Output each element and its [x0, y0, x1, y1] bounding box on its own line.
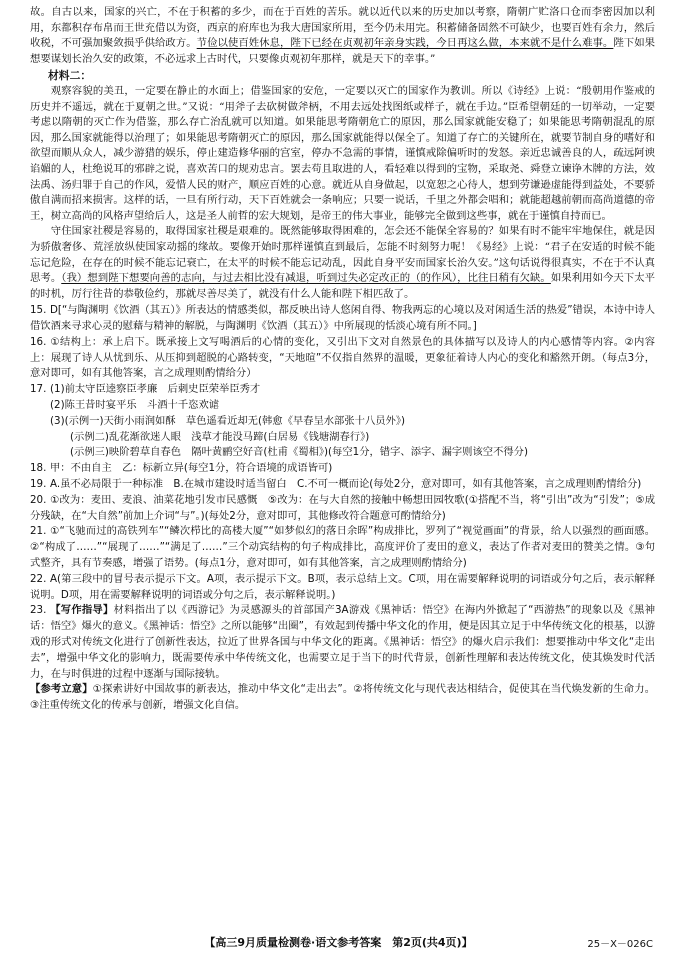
footer-code: 25－X－026C — [587, 939, 653, 950]
question-number: 21. — [30, 525, 47, 538]
answer-17 — [30, 382, 655, 461]
answer-18 — [30, 461, 655, 477]
question-number: 18. — [30, 462, 47, 475]
answer-text: (1)前太守臣逵察臣孝廉 后刺史臣荣举臣秀才 — [50, 383, 261, 396]
passage-text: 守住国家社稷是容易的，取得国家社稷是艰难的。既然能够取得困难的，怎会还不能保全容易的？如果有时不能牢牢地保住，就是因为骄傲奢侈、荒淫放纵使国家动摇的缘故。要像开始时那样谨慎直到最后，怎能不时刻努力呢！《易经》上说：“君子在安适的时候不能忘记危险，在存在的时候不能忘记衰亡，在太平的时候不能忘记动乱，因此自身平安而国家长治久安。”这句话说得很真实，不在于不认真思考。 — [30, 225, 655, 285]
question-number: 23. — [30, 604, 47, 617]
underlined-sentence: 节俭以使百姓休息，陛下已经在贞观初年亲身实践，今日再这么做，本来就不是什么难事。 — [196, 37, 614, 50]
answer-text: A.虽不必局限于一种标准 B.在城市建设时适当留白 C.不可一概而论(每处2分，意对即可，如有其他答案，言之成理则酌情给分) — [50, 478, 642, 491]
answer-15 — [30, 303, 655, 335]
answer-text: 甲：不由自主 乙：标新立异(每空1分，符合语境的成语皆可) — [50, 462, 333, 475]
answer-text: ①探索讲好中国故事的新表达，推动中华文化“走出去”。②将传统文化与现代表达相结合，促使其在当代焕发新的生命力。③注重传统文化的传承与创新，增强文化自信。 — [30, 683, 656, 712]
answer-21 — [30, 524, 655, 571]
answer-line: (示例三)映阶碧草自春色 隔叶黄鹂空好音(杜甫《蜀相》)(每空1分，错字、添字、漏字则该空不得分) — [70, 446, 528, 459]
answer-22 — [30, 572, 655, 604]
answer-text: 材料指出了以《西游记》为灵感源头的首部国产3A游戏《黑神话：悟空》在海内外掀起了“西游热”的现象以及《黑神话：悟空》爆火的意义。《黑神话：悟空》之所以能够“出圈”，有效起到传播中华文化的作用，便是因其立足于中华传统文化的根基，以游戏的形式对传统文化进行了创新性表达，拉近了世界各国与中华文化的距离。《黑神话：悟空》的爆火启示我们：想要推动中华文化“走出去”，增强中华文化的影响力，既需要传承中华传统文化，也需要立足于当下的时代背景，创新性理解和表达传统文化，使其焕发时代活力，在与时俱进的过程中逐渐与国际接轨。 — [30, 604, 656, 680]
answer-line: (3)(示例一)天街小雨润如酥 草色遥看近却无(韩愈《早春呈水部张十八员外》) — [50, 414, 406, 427]
question-number: 17. — [30, 383, 47, 396]
answer-20 — [30, 493, 655, 525]
answer-line: (2)陈王昔时宴平乐 斗酒十千恣欢谑 — [50, 399, 220, 412]
passage-text: 如果利用如今天下太平的时机，厉行往昔的恭敬俭约，那就尽善尽美了，就没有什么人能和陛下相匹敌了。 — [30, 272, 655, 300]
passage-text: 故。自古以来，国家的兴亡，不在于积蓄的多少，而在于百姓的苦乐。就以近代以来的历史加以考察，隋朝广贮洛口仓而李密因加以利用，东都积存布帛而王世充借以为资，西京的府库也为我大唐国家所用，至今仍未用完。积蓄储备固然不可缺少，也要百姓有余力，然后收税，不可强加聚敛损乎供给政方。 — [30, 6, 655, 50]
answer-line: (示例二)乱花渐欲迷人眼 浅草才能没马蹄(白居易《钱塘湖春行》) — [70, 430, 370, 443]
page-footer — [0, 934, 677, 956]
question-number: 20. — [30, 493, 47, 506]
footer-title: 【高三9月质量检测卷·语文参考答案 第2页(共4页)】 — [204, 936, 473, 949]
passage-paragraph-2: 观察容貌的美丑，一定要在静止的水面上；借鉴国家的安危，一定要以灭亡的国家作为教训。所以《诗经》上说：“殷朝用作鉴戒的历史并不遥远，就在于夏朝之世。”又说：“用斧子去砍树做斧柄，不用去远处找图纸或样子，就在手边。”臣希望朝廷的一切举动，一定要考虑以隋朝的灭亡作为借鉴，那么存亡治乱就可以知道。如果能思考隋朝危亡的原因，那么国家就能安稳了；如果能思考隋朝混乱的原因，那么国家就能得以治理了；如果能思考隋朝灭亡的原因，那么国家就能得以保全了。知道了存亡的关键所在，就要节制自身的嗜好和欲望而顺从众人，减少游猎的娱乐，停止建造修华丽的宫室，停办不急需的事情，谨慎戒除偏听时的发怒。亲近忠诚善良的人，疏远阿谀谄媚的人，杜绝说耳的邪辟之说，喜欢苦口的规劝忠言。罢去苟且取进的人，看轻难以得到的宝物，采取尧、舜登立谏诤木牌的方法，效法禹、汤归罪于自己的作风，爱惜人民的财产，顺应百姓的心意。就近从自身做起，以宽恕之心待人，想到劳谦逊虚能得到益处，不要骄傲自满而招来损害。这样的话，一旦有所行动，天下百姓就会一条响应；只要一说话，千里之外都会唱和；就能超越前朝而高尚道德的帝王，树立高尚的风格声望给后人，这是圣人前哲的宏大规划，是帝王的伟大事业，能够完全做到这些事，就在于谨慎自持而已。 — [30, 84, 655, 222]
question-number: 15. — [30, 304, 47, 317]
underlined-sentence: （我）想到陛下想要向善的志向，与过去相比没有减退，听到过失必定改正的（的作风），比往日稍有欠缺。 — [61, 272, 551, 285]
passage-paragraph-3 — [30, 224, 655, 302]
question-number: 19. — [30, 478, 47, 491]
passage-paragraph-1 — [30, 5, 655, 67]
answer-text: ①“飞驰而过的高铁列车”“鳞次栉比的高楼大厦”“如梦似幻的落日余晖”构成排比，罗列了“视觉画面”的背景，给人以强烈的画面感。②“构成了……”“展现了……”“满足了……”三个动宾结构的句子构成排比，高度评价了麦田的意义，表达了作者对麦田的赞美之情。③句式整齐，具有节奏感，增强了语势。(每点1分，意对即可，如有其他答案，言之成理则酌情给分) — [30, 525, 655, 570]
passage-text: 陛下如果想要谋划长治久安的政策，不必远求上古时代，只要像贞观初年那样，就是天下的幸事。” — [30, 37, 656, 65]
answers-block — [30, 303, 655, 714]
answer-16 — [30, 335, 655, 382]
question-number: 22. — [30, 572, 47, 585]
question-number: 16. — [30, 335, 47, 348]
answer-23-reference — [30, 682, 655, 714]
answer-text: D[“与陶渊明《饮酒（其五）》所表达的情感类似，都反映出诗人悠闲自得、物我两忘的心境以及对闲适生活的热爱”错误，本诗中诗人借饮酒来寻求心灵的慰藉与精神的解脱，与陶渊明《饮酒（其五）》中所展现的恬淡心境有所不同。] — [30, 304, 655, 333]
answer-text: A(第三段中的冒号表示提示下文。A项，表示提示下文。B项，表示总结上文。C项，用在需要解释说明的词语或分句之后，表示解释说明。D项，用在需要解释说明的词语或分句之后，表示解释说明。) — [30, 572, 655, 601]
material-two-heading: 材料二： — [48, 69, 92, 83]
writing-guide-label: 【写作指导】 — [50, 604, 114, 617]
answer-text: ①结构上：承上启下。既承接上文写喝酒后的心情的变化，又引出下文对自然景色的具体描写以及诗人的内心感情等内容。②内容上：展现了诗人从忧到乐、从压抑到超脱的心路转变，“天地暄”不仅指自然界的温暖，更象征着诗人内心的变化和豁然开朗。（每点3分，意对即可，如有其他答案，言之成理则酌情给分） — [30, 335, 655, 380]
reference-idea-label: 【参考立意】 — [30, 683, 93, 696]
answer-text: ①改为：麦田、麦浪、油菜花地引发市民感慨 ⑤改为：在与大自然的接触中畅想田园牧歌(①搭配不当，将“引出”改为“引发”；⑤成分残缺，在“大自然”前加上介词“与”。)(每处2分，意对即可，其他修改符合题意可酌情给分) — [30, 493, 655, 522]
answer-23 — [30, 603, 655, 682]
answer-19 — [30, 477, 655, 493]
